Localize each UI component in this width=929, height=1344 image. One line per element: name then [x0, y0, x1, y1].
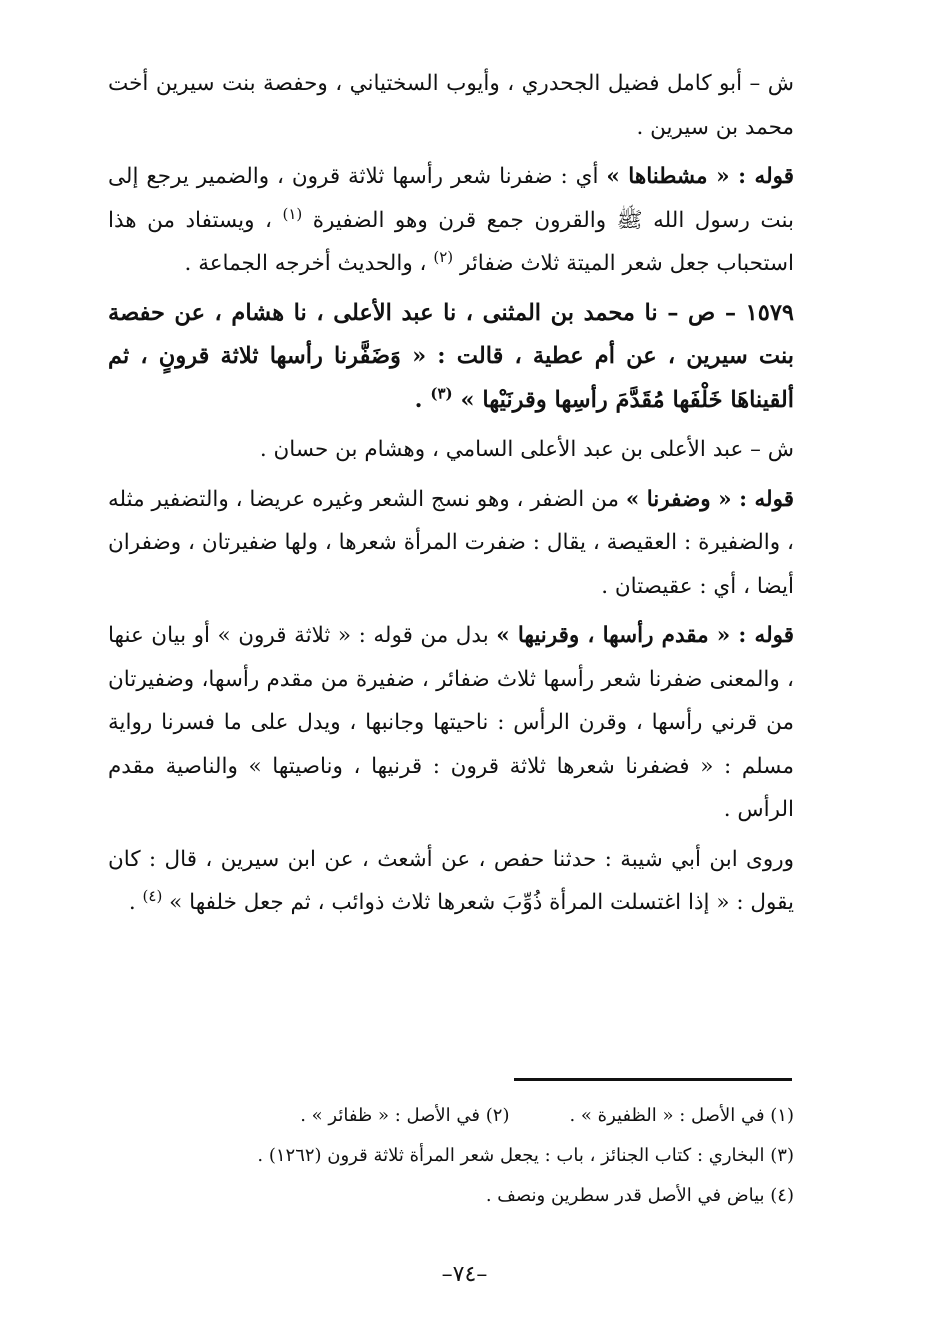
paragraph-text: ش – أبو كامل فضيل الجحدري ، وأيوب السختياني ، وحفصة بنت سيرين أخت محمد بن سيرين . — [108, 71, 794, 140]
paragraph-text: من الضفر ، وهو نسج الشعر وغيره عريضا ، والتضفير مثله ، والضفيرة : العقيصة ، يقال : ضفرت المرأة شعرها ، ولها ضفيرتان ، وضفران أيضا ، أي : عقيصتان . — [108, 486, 794, 599]
footnote-4: (٤) بياض في الأصل قدر سطرين ونصف . — [485, 1185, 794, 1206]
footnote-ref-4: (٤) — [142, 886, 163, 905]
paragraph-text: بدل من قوله : « ثلاثة قرون » أو بيان عنها ، والمعنى ضفرنا شعر رأسها ثلاث ضفائر ، ضفيرة من مقدم رأسها، وضفيرتان من قرني رأسها ، وقرن الرأس : ناحيتها وجانبها ، ويدل على ما فسرنا رواية مسلم : « فضفرنا شعرها ثلاثة قرون : قرنيها ، وناصيتها » والناصية مقدم الرأس . — [108, 623, 794, 822]
footnote-3: (٣) البخاري : كتاب الجنائز ، باب : يجعل شعر المرأة ثلاثة قرون (١٢٦٢) . — [257, 1145, 794, 1166]
paragraph-text: ش – عبد الأعلى بن عبد الأعلى السامي ، وهشام بن حسان . — [259, 437, 794, 462]
footnote-separator — [514, 1078, 792, 1081]
paragraph-qawl-2 — [108, 478, 794, 609]
paragraph-sharh-1 — [108, 62, 794, 149]
page-number: –٧٤– — [441, 1262, 488, 1287]
paragraph-text: وروى ابن أبي شيبة : حدثنا حفص ، عن أشعث ، عن ابن سيرين ، قال : كان يقول : « إذا اغتسلت المرأة ذُوِّبَ شعرها ثلاث ذوائب ، ثم جعل خلفها » — [108, 846, 794, 915]
paragraph-text-2: ، ويستفاد من هذا استحباب جعل شعر الميتة ثلاث ضفائر — [108, 207, 794, 276]
footnote-row-1 — [108, 1096, 794, 1136]
paragraph-tail: . — [128, 890, 143, 915]
footnote-ref-2: (٢) — [433, 247, 454, 266]
qawl-lead: قوله : « مقدم رأسها ، وقرنيها » — [496, 623, 795, 648]
paragraph-riwaya — [108, 838, 794, 925]
footnote-ref-1: (١) — [282, 204, 303, 223]
hadith-tail: . — [414, 386, 431, 413]
hadith-1579 — [108, 292, 794, 423]
qawl-lead: قوله : « مشطناها » — [606, 164, 795, 189]
paragraph-text-3: ، والحديث أخرجه الجماعة . — [184, 251, 434, 276]
qawl-lead: قوله : « وضفرنا » — [625, 486, 794, 512]
paragraph-text: أي : ضفرنا شعر رأسها ثلاثة قرون ، والضمير يرجع إلى بنت رسول الله ﷺ والقرون جمع قرن وهو الضفيرة — [108, 164, 795, 233]
footnote-2: (٢) في الأصل : « ظفائر » . — [300, 1105, 510, 1126]
paragraph-qawl-3 — [108, 614, 794, 832]
hadith-text: ١٥٧٩ – ص – نا محمد بن المثنى ، نا عبد الأعلى ، نا هشام ، عن حفصة بنت سيرين ، عن أم عطية ، قالت : « وَضَفَّرنا رأسها ثلاثة قرونٍ ، ثم ألقيناهَا خَلْفَها مُقَدَّمَ رأسِها وقرنَيْها » — [108, 299, 794, 413]
footnotes — [108, 1096, 794, 1216]
footnote-ref-3: (٣) — [430, 384, 453, 402]
footnote-1: (١) في الأصل : « الظفيرة » . — [569, 1105, 794, 1126]
paragraph-sharh-2 — [108, 428, 794, 472]
main-text — [108, 62, 794, 925]
paragraph-qawl-1 — [108, 155, 794, 286]
